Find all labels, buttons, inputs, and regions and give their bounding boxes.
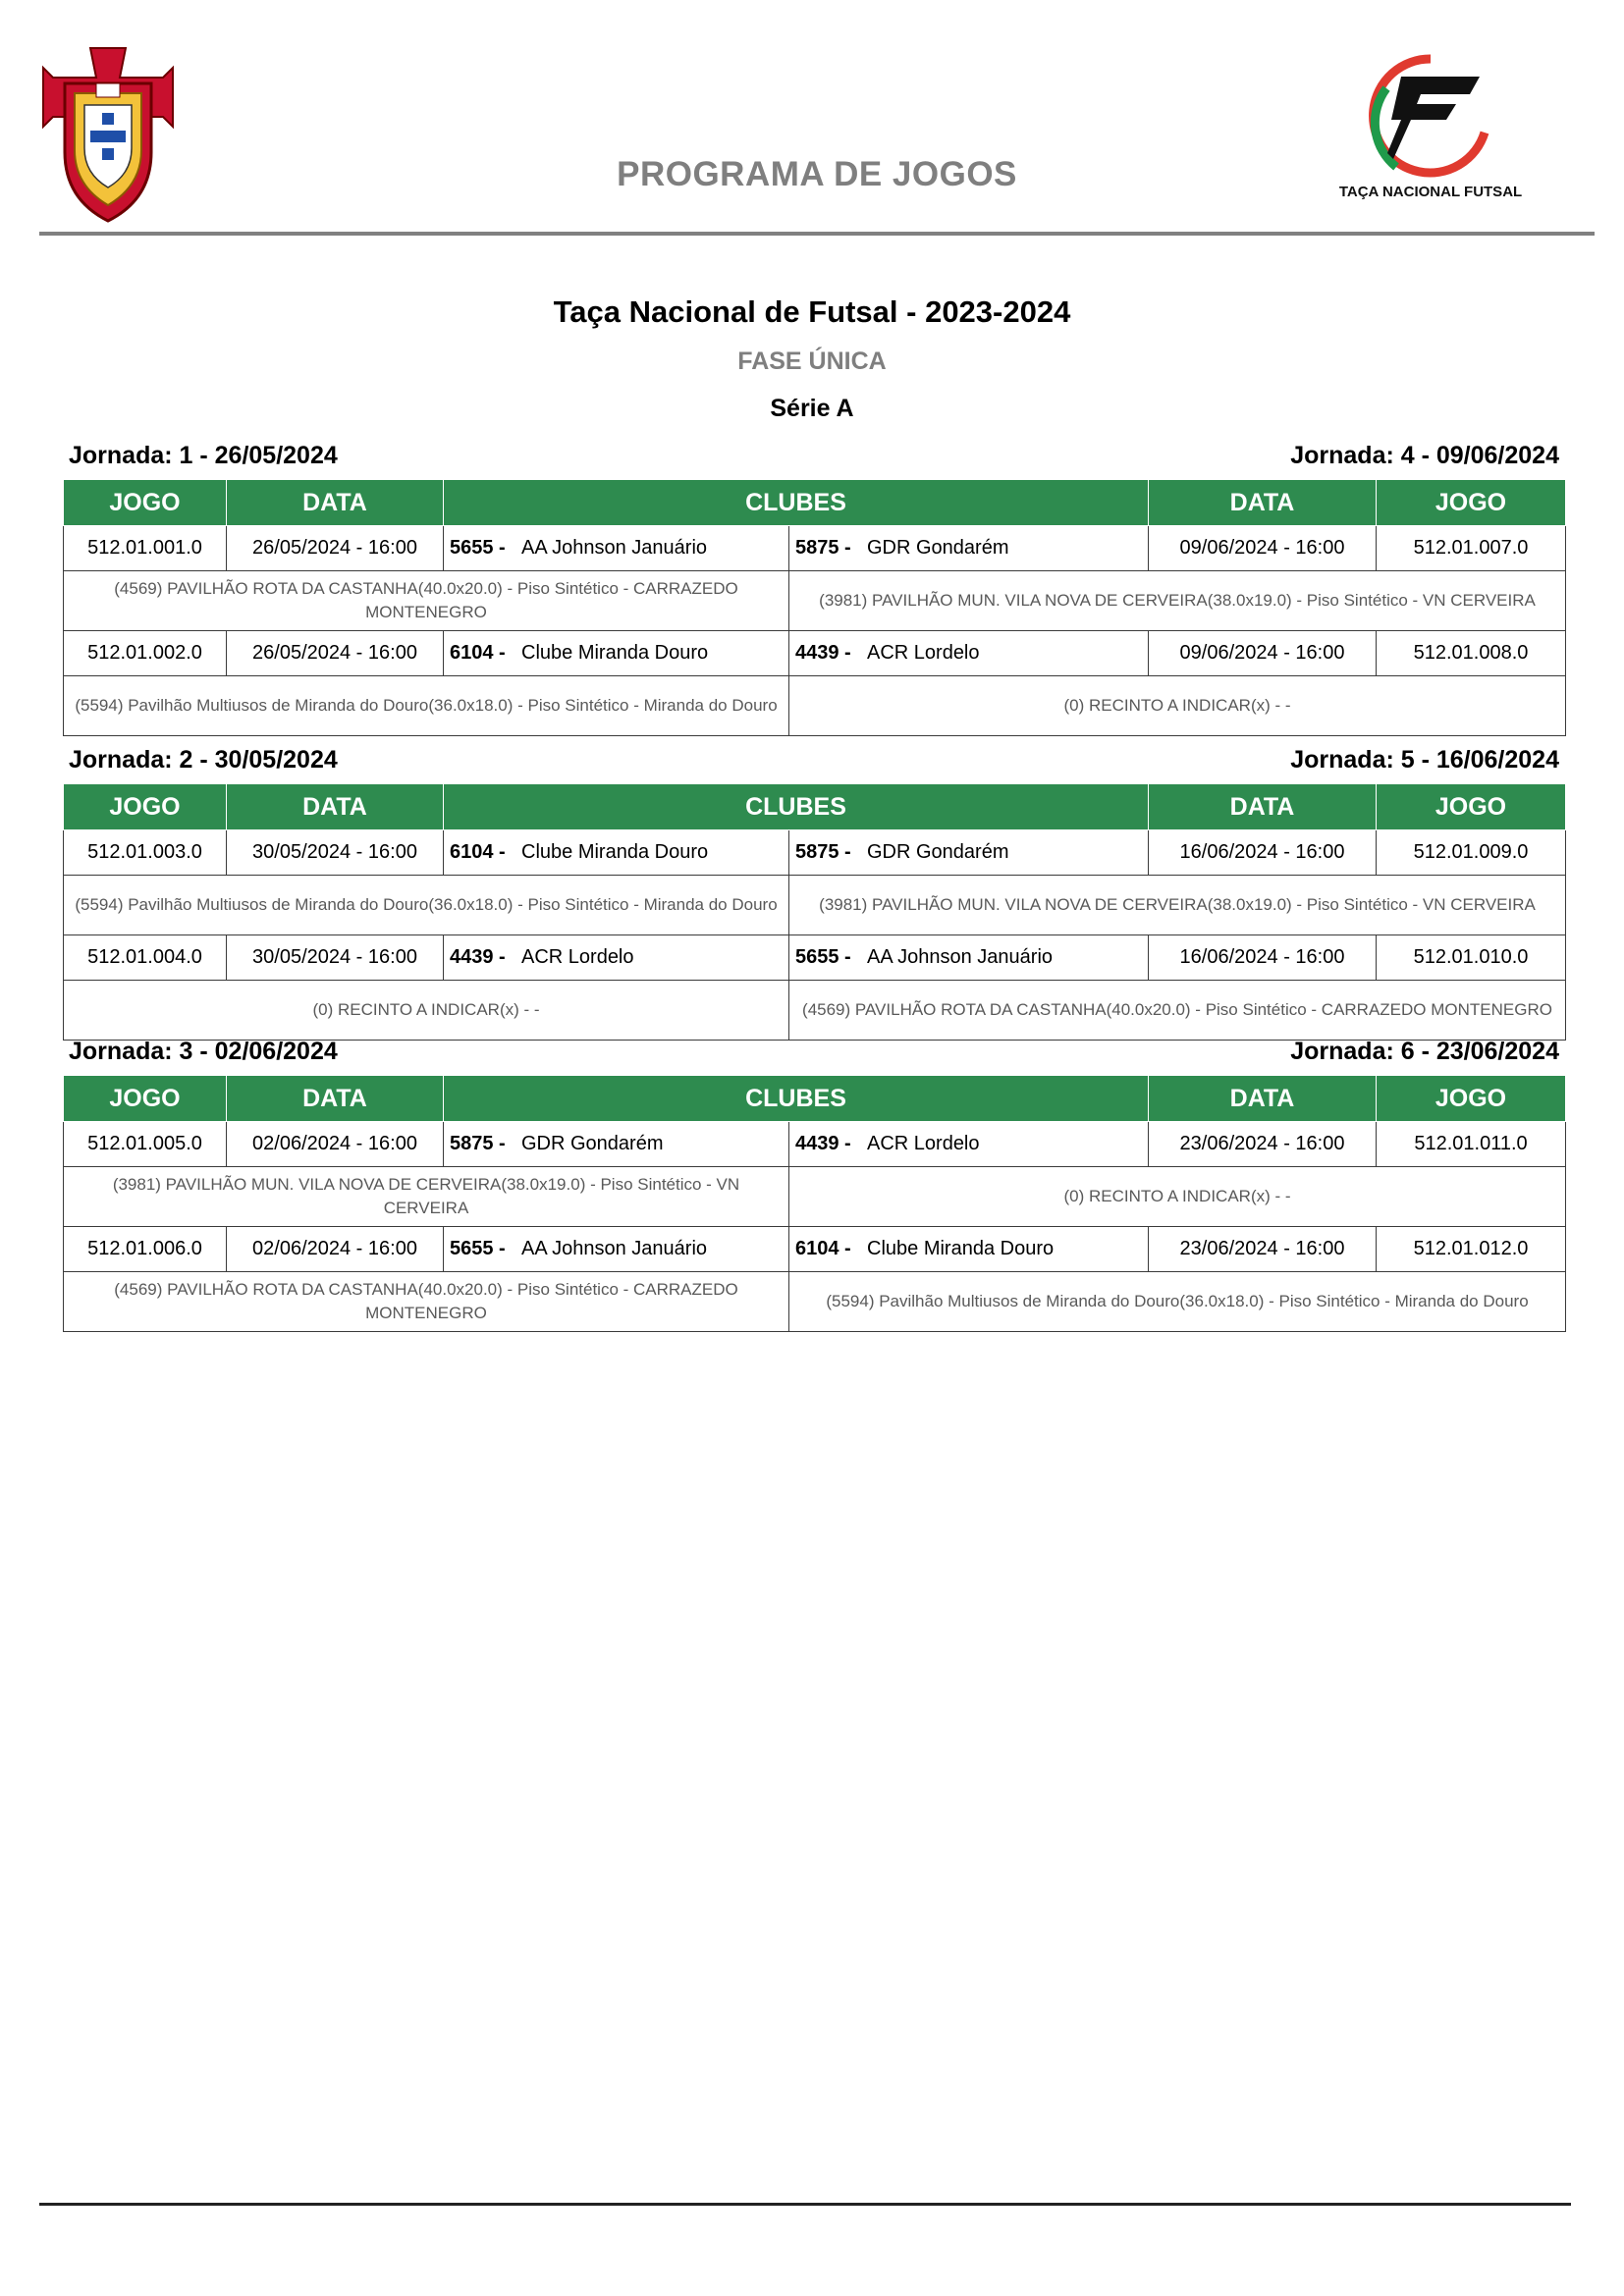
venue-row <box>64 1272 1566 1332</box>
home-club <box>444 631 789 676</box>
away-club <box>789 1227 1149 1272</box>
jornada-right: Jornada: 4 - 09/06/2024 <box>1290 442 1559 469</box>
footer-divider <box>39 2203 1571 2206</box>
competition-title: Taça Nacional de Futsal - 2023-2024 <box>553 294 1071 329</box>
jornada-left: Jornada: 2 - 30/05/2024 <box>69 746 338 774</box>
venue-left: (4569) PAVILHÃO ROTA DA CASTANHA(40.0x20.0) - Piso Sintético - CARRAZEDO MONTENEGRO <box>64 1272 789 1332</box>
schedule-table <box>63 479 1566 736</box>
schedule-block <box>63 746 1565 1041</box>
match-date-left: 26/05/2024 - 16:00 <box>227 526 444 571</box>
venue-left: (3981) PAVILHÃO MUN. VILA NOVA DE CERVEIRA(38.0x19.0) - Piso Sintético - VN CERVEIRA <box>64 1167 789 1227</box>
match-id-right: 512.01.010.0 <box>1377 935 1566 981</box>
schedule-table <box>63 783 1566 1041</box>
match-row <box>64 1227 1566 1272</box>
taca-nacional-futsal-logo <box>1338 49 1523 226</box>
col-jogo-right: JOGO <box>1377 784 1566 830</box>
venue-right: (0) RECINTO A INDICAR(x) - - <box>789 1167 1566 1227</box>
header-divider <box>39 232 1595 236</box>
match-row <box>64 1122 1566 1167</box>
jornada-row <box>63 442 1565 479</box>
page-header <box>39 39 1595 236</box>
competition-phase: FASE ÚNICA <box>737 347 887 375</box>
away-club-code: 4439 - <box>795 1133 851 1154</box>
away-club-name: AA Johnson Januário <box>867 946 1054 968</box>
match-date-right: 16/06/2024 - 16:00 <box>1149 935 1377 981</box>
match-id-right: 512.01.009.0 <box>1377 830 1566 876</box>
taca-logo-text: TAÇA NACIONAL FUTSAL <box>1338 184 1523 200</box>
away-club <box>789 631 1149 676</box>
col-jogo-left: JOGO <box>64 1076 227 1122</box>
match-date-left: 02/06/2024 - 16:00 <box>227 1122 444 1167</box>
venue-left: (5594) Pavilhão Multiusos de Miranda do Douro(36.0x18.0) - Piso Sintético - Miranda do Douro <box>64 676 789 736</box>
col-clubes: CLUBES <box>444 480 1149 526</box>
match-id-right: 512.01.008.0 <box>1377 631 1566 676</box>
col-jogo-right: JOGO <box>1377 1076 1566 1122</box>
competition-serie: Série A <box>770 395 854 422</box>
venue-right: (4569) PAVILHÃO ROTA DA CASTANHA(40.0x20.0) - Piso Sintético - CARRAZEDO MONTENEGRO <box>789 981 1566 1041</box>
col-data-right: DATA <box>1149 784 1377 830</box>
home-club-name: Clube Miranda Douro <box>521 642 709 664</box>
schedule-table <box>63 1075 1566 1332</box>
away-club-name: Clube Miranda Douro <box>867 1238 1055 1259</box>
match-id-right: 512.01.007.0 <box>1377 526 1566 571</box>
match-date-left: 30/05/2024 - 16:00 <box>227 830 444 876</box>
match-id-left: 512.01.006.0 <box>64 1227 227 1272</box>
away-club-code: 5875 - <box>795 841 851 863</box>
home-club-code: 5655 - <box>450 1238 506 1259</box>
home-club-name: AA Johnson Januário <box>521 537 708 559</box>
venue-row <box>64 981 1566 1041</box>
match-date-right: 23/06/2024 - 16:00 <box>1149 1122 1377 1167</box>
home-club-code: 6104 - <box>450 841 506 863</box>
match-date-left: 26/05/2024 - 16:00 <box>227 631 444 676</box>
match-date-left: 30/05/2024 - 16:00 <box>227 935 444 981</box>
match-id-left: 512.01.003.0 <box>64 830 227 876</box>
away-club-name: ACR Lordelo <box>867 642 980 664</box>
match-id-left: 512.01.002.0 <box>64 631 227 676</box>
match-row <box>64 935 1566 981</box>
col-data-left: DATA <box>227 480 444 526</box>
away-club-name: GDR Gondarém <box>867 537 1009 559</box>
away-club <box>789 1122 1149 1167</box>
jornada-row <box>63 746 1565 783</box>
venue-right: (3981) PAVILHÃO MUN. VILA NOVA DE CERVEIRA(38.0x19.0) - Piso Sintético - VN CERVEIRA <box>789 876 1566 935</box>
jornada-right: Jornada: 6 - 23/06/2024 <box>1290 1038 1559 1065</box>
away-club-code: 5655 - <box>795 946 851 968</box>
away-club <box>789 830 1149 876</box>
away-club-code: 5875 - <box>795 537 851 559</box>
jornada-left: Jornada: 3 - 02/06/2024 <box>69 1038 338 1065</box>
home-club-code: 4439 - <box>450 946 506 968</box>
col-data-left: DATA <box>227 784 444 830</box>
venue-left: (0) RECINTO A INDICAR(x) - - <box>64 981 789 1041</box>
table-header-row <box>64 480 1566 526</box>
document-title: PROGRAMA DE JOGOS <box>617 155 1017 193</box>
col-jogo-right: JOGO <box>1377 480 1566 526</box>
schedule-block <box>63 1038 1565 1332</box>
fpf-crest-icon <box>39 44 177 229</box>
match-row <box>64 631 1566 676</box>
home-club-name: ACR Lordelo <box>521 946 634 968</box>
home-club <box>444 1227 789 1272</box>
home-club <box>444 830 789 876</box>
home-club <box>444 935 789 981</box>
col-jogo-left: JOGO <box>64 480 227 526</box>
col-data-right: DATA <box>1149 1076 1377 1122</box>
away-club-name: GDR Gondarém <box>867 841 1009 863</box>
jornada-right: Jornada: 5 - 16/06/2024 <box>1290 746 1559 774</box>
match-date-right: 16/06/2024 - 16:00 <box>1149 830 1377 876</box>
match-id-right: 512.01.011.0 <box>1377 1122 1566 1167</box>
jornada-left: Jornada: 1 - 26/05/2024 <box>69 442 338 469</box>
col-jogo-left: JOGO <box>64 784 227 830</box>
venue-right: (5594) Pavilhão Multiusos de Miranda do Douro(36.0x18.0) - Piso Sintético - Miranda do Douro <box>789 1272 1566 1332</box>
away-club-code: 6104 - <box>795 1238 851 1259</box>
match-id-left: 512.01.004.0 <box>64 935 227 981</box>
away-club <box>789 935 1149 981</box>
match-id-right: 512.01.012.0 <box>1377 1227 1566 1272</box>
home-club-code: 5875 - <box>450 1133 506 1154</box>
col-clubes: CLUBES <box>444 784 1149 830</box>
schedule-block <box>63 442 1565 736</box>
venue-left: (4569) PAVILHÃO ROTA DA CASTANHA(40.0x20.0) - Piso Sintético - CARRAZEDO MONTENEGRO <box>64 571 789 631</box>
home-club-code: 5655 - <box>450 537 506 559</box>
home-club-name: GDR Gondarém <box>521 1133 664 1154</box>
home-club <box>444 1122 789 1167</box>
venue-row <box>64 876 1566 935</box>
match-row <box>64 526 1566 571</box>
match-date-left: 02/06/2024 - 16:00 <box>227 1227 444 1272</box>
venue-row <box>64 1167 1566 1227</box>
venue-right: (0) RECINTO A INDICAR(x) - - <box>789 676 1566 736</box>
home-club-name: AA Johnson Januário <box>521 1238 708 1259</box>
match-id-left: 512.01.001.0 <box>64 526 227 571</box>
venue-right: (3981) PAVILHÃO MUN. VILA NOVA DE CERVEIRA(38.0x19.0) - Piso Sintético - VN CERVEIRA <box>789 571 1566 631</box>
venue-row <box>64 571 1566 631</box>
match-date-right: 09/06/2024 - 16:00 <box>1149 526 1377 571</box>
match-date-right: 09/06/2024 - 16:00 <box>1149 631 1377 676</box>
match-id-left: 512.01.005.0 <box>64 1122 227 1167</box>
col-data-left: DATA <box>227 1076 444 1122</box>
table-header-row <box>64 1076 1566 1122</box>
venue-left: (5594) Pavilhão Multiusos de Miranda do Douro(36.0x18.0) - Piso Sintético - Miranda do Douro <box>64 876 789 935</box>
table-header-row <box>64 784 1566 830</box>
home-club-name: Clube Miranda Douro <box>521 841 709 863</box>
venue-row <box>64 676 1566 736</box>
home-club-code: 6104 - <box>450 642 506 664</box>
away-club <box>789 526 1149 571</box>
match-date-right: 23/06/2024 - 16:00 <box>1149 1227 1377 1272</box>
away-club-code: 4439 - <box>795 642 851 664</box>
col-clubes: CLUBES <box>444 1076 1149 1122</box>
away-club-name: ACR Lordelo <box>867 1133 980 1154</box>
col-data-right: DATA <box>1149 480 1377 526</box>
jornada-row <box>63 1038 1565 1075</box>
match-row <box>64 830 1566 876</box>
home-club <box>444 526 789 571</box>
